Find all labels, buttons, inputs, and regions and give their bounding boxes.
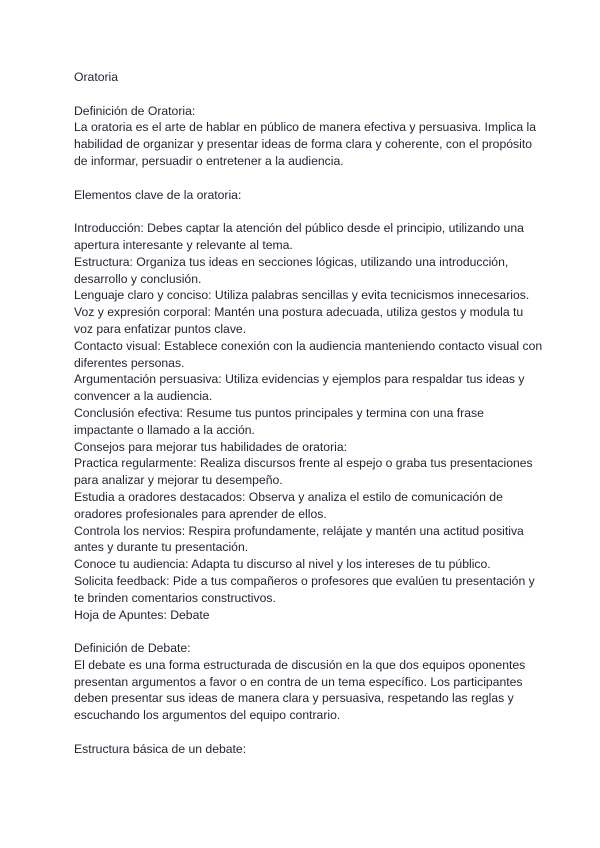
debate-structure-heading: Estructura básica de un debate:: [74, 741, 247, 756]
tip-item: Estudia a oradores destacados: Observa y analiza el estilo de comunicación de oradores profesionales para aprender de ellos.: [74, 489, 503, 521]
tip-item: Practica regularmente: Realiza discursos frente al espejo o graba tus presentaciones para analizar y mejorar tu desempeño.: [74, 456, 533, 488]
tips-heading: Consejos para mejorar tus habilidades de oratoria:: [74, 439, 348, 454]
document-title: Oratoria: [74, 70, 119, 84]
debate-definition-heading: Definición de Debate:: [74, 641, 191, 656]
key-element-item: Lenguaje claro y conciso: Utiliza palabras sencillas y evita tecnicismos innecesarios.: [74, 288, 530, 303]
tip-item: Conoce tu audiencia: Adapta tu discurso al nivel y los intereses de tu público.: [74, 557, 491, 572]
debate-definition-text: El debate es una forma estructurada de discusión en la que dos equipos oponentes presentan argumentos a favor o en contra de un tema específico. Los participantes deben presentar sus ideas de manera clara y persuasiva, respetando las reglas y escuchando los argumentos del equipo contrario.: [74, 657, 526, 723]
key-element-item: Contacto visual: Establece conexión con la audiencia manteniendo contacto visual con diferentes personas.: [74, 338, 543, 370]
oratoria-definition-heading: Definición de Oratoria:: [74, 103, 196, 118]
key-element-item: Voz y expresión corporal: Mantén una postura adecuada, utiliza gestos y modula tu voz para enfatizar puntos clave.: [74, 305, 524, 336]
oratoria-definition-text: La oratoria es el arte de hablar en público de manera efectiva y persuasiva. Implica la habilidad de organizar y presentar ideas de forma clara y coherente, con el propósito de informar, persuadir o entretener a la audiencia.: [74, 120, 537, 168]
document-page: [74, 69, 544, 758]
tip-item: Controla los nervios: Respira profundamente, relájate y mantén una actitud positiva antes y durante tu presentación.: [74, 523, 524, 555]
key-element-item: Estructura: Organiza tus ideas en secciones lógicas, utilizando una introducción, desarrollo y conclusión.: [74, 254, 509, 286]
key-element-item: Introducción: Debes captar la atención del público desde el principio, utilizando una apertura interesante y relevante al tema.: [74, 221, 524, 252]
tip-item: Solicita feedback: Pide a tus compañeros o profesores que evalúen tu presentación y te brinden comentarios constructivos.: [74, 573, 535, 605]
key-elements-heading: Elementos clave de la oratoria:: [74, 187, 242, 202]
key-element-item: Argumentación persuasiva: Utiliza evidencias y ejemplos para respaldar tus ideas y convencer a la audiencia.: [74, 372, 525, 404]
key-element-item: Conclusión efectiva: Resume tus puntos principales y termina con una frase impactante o llamado a la acción.: [74, 405, 484, 437]
debate-sheet-title: Hoja de Apuntes: Debate: [74, 607, 210, 622]
